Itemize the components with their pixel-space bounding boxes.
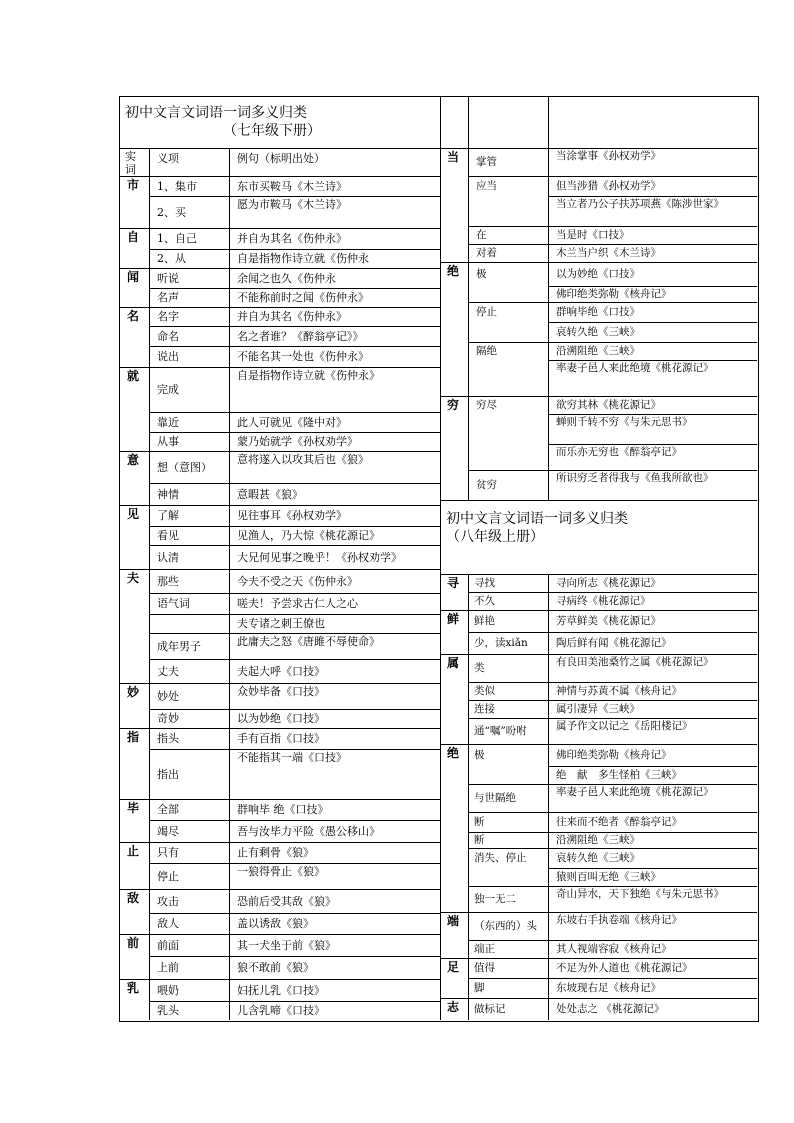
grid-line bbox=[440, 574, 757, 575]
row-char: 自 bbox=[127, 230, 140, 244]
header-meaning: 义项 bbox=[157, 152, 179, 165]
row-char: 妙 bbox=[127, 685, 140, 699]
grid-line bbox=[440, 610, 757, 611]
row-meaning: 说出 bbox=[157, 350, 179, 363]
grid-line bbox=[149, 863, 440, 864]
row-example: 而乐亦无穷也《醉翁亭记》 bbox=[556, 446, 682, 458]
row-example: 狼不敢前《狼》 bbox=[237, 961, 314, 974]
row-example: 寻向所志《桃花源记》 bbox=[556, 577, 661, 589]
row-example: 猿则百叫无绝《三峡》 bbox=[556, 871, 661, 883]
grid-line bbox=[149, 1001, 440, 1002]
grid-line bbox=[468, 574, 469, 1020]
row-meaning: 在 bbox=[476, 229, 487, 241]
row-example: 当涂掌事《孙权劝学》 bbox=[556, 150, 661, 162]
grid-line bbox=[468, 700, 757, 701]
row-char: 闻 bbox=[127, 270, 140, 284]
row-meaning: 通“嘱”吩咐 bbox=[474, 725, 527, 737]
section-subtitle: （八年级上册） bbox=[446, 529, 544, 545]
grid-line bbox=[149, 749, 440, 750]
row-meaning: 贫穷 bbox=[476, 479, 497, 491]
row-example: 止有剩骨《狼》 bbox=[237, 846, 314, 859]
grid-line bbox=[149, 633, 440, 634]
row-example: 属引凄异《三峡》 bbox=[556, 703, 640, 715]
row-example: 此人可就见《隆中对》 bbox=[237, 416, 347, 429]
grid-line bbox=[548, 96, 549, 500]
grid-line bbox=[468, 302, 757, 303]
row-example: 见往事耳《孙权劝学》 bbox=[237, 509, 347, 522]
row-meaning: 2、买 bbox=[157, 206, 186, 219]
row-meaning: 类 bbox=[474, 662, 485, 674]
row-example: 蒙乃始就学《孙权劝学》 bbox=[237, 435, 358, 448]
row-char: 见 bbox=[127, 507, 140, 521]
row-meaning: 听说 bbox=[157, 272, 179, 285]
grid-line bbox=[440, 744, 757, 745]
grid-line bbox=[548, 196, 757, 197]
row-char: 指 bbox=[127, 730, 140, 744]
grid-line bbox=[440, 262, 757, 263]
grid-line bbox=[149, 483, 440, 484]
grid-line bbox=[149, 593, 440, 594]
grid-line bbox=[440, 96, 441, 1020]
row-meaning: 想（意图） bbox=[157, 461, 212, 474]
row-meaning: 掌管 bbox=[476, 156, 497, 168]
row-meaning: 端正 bbox=[474, 943, 495, 955]
grid-line bbox=[548, 322, 757, 323]
grid-line bbox=[468, 812, 757, 813]
row-example: 此庸夫之怒《唐雎不辱使命》 bbox=[237, 635, 380, 648]
row-example: 意暇甚《狼》 bbox=[237, 488, 303, 501]
row-example: 木兰当户织《木兰诗》 bbox=[556, 247, 661, 259]
row-meaning: 消失、停止 bbox=[474, 852, 527, 864]
row-meaning: 2、从 bbox=[157, 252, 186, 265]
row-char: 穷 bbox=[447, 398, 460, 412]
row-char: 鲜 bbox=[447, 612, 460, 626]
row-char: 寻 bbox=[447, 576, 460, 590]
row-example: 率妻子邑人来此绝境《桃花源记》 bbox=[556, 786, 714, 798]
grid-line bbox=[119, 979, 440, 980]
row-char: 名 bbox=[127, 309, 140, 323]
row-char: 止 bbox=[127, 844, 140, 858]
row-meaning: 乳头 bbox=[157, 1004, 179, 1017]
row-example: 妇抚儿乳《口技》 bbox=[237, 984, 325, 997]
grid-line bbox=[548, 574, 549, 1020]
row-example: 佛印绝类弥勒《核舟记》 bbox=[556, 288, 672, 300]
grid-line bbox=[149, 614, 440, 615]
row-meaning: 极 bbox=[474, 749, 485, 761]
row-char: 足 bbox=[447, 960, 460, 974]
row-meaning: 不久 bbox=[474, 595, 495, 607]
grid-line bbox=[548, 360, 757, 361]
row-example: 众妙毕备《口技》 bbox=[237, 685, 325, 698]
row-example: 其人视端容寂《核舟记》 bbox=[556, 943, 672, 955]
row-example: 寻病终《桃花源记》 bbox=[556, 595, 651, 607]
row-char: 乳 bbox=[127, 981, 140, 995]
grid-line bbox=[440, 912, 757, 913]
grid-line bbox=[468, 940, 757, 941]
grid-line bbox=[119, 505, 440, 506]
grid-line bbox=[149, 196, 440, 197]
row-meaning: 独一无二 bbox=[474, 893, 516, 905]
grid-line bbox=[468, 886, 757, 887]
row-meaning: 对着 bbox=[476, 247, 497, 259]
grid-line bbox=[468, 592, 757, 593]
header-char: 实词 bbox=[125, 150, 136, 176]
row-example: 愿为市鞍马《木兰诗》 bbox=[237, 198, 347, 211]
row-meaning: 了解 bbox=[157, 509, 179, 522]
row-meaning: 喂奶 bbox=[157, 984, 179, 997]
grid-line bbox=[468, 244, 757, 245]
row-example: 当是时《口技》 bbox=[556, 229, 630, 241]
row-example: 率妻子邑人来此绝境《桃花源记》 bbox=[556, 362, 714, 374]
grid-line bbox=[149, 659, 440, 660]
row-meaning: （东西的）头 bbox=[474, 920, 537, 932]
row-meaning: 竭尽 bbox=[157, 825, 179, 838]
grid-line bbox=[440, 396, 757, 397]
row-example: 东市买鞍马《木兰诗》 bbox=[237, 180, 347, 193]
row-example: 所识穷乏者得我与《鱼我所欲也》 bbox=[556, 472, 714, 484]
row-example: 以为妙绝《口技》 bbox=[237, 712, 325, 725]
row-meaning: 连接 bbox=[474, 703, 495, 715]
header-example: 例句（标明出处） bbox=[237, 152, 325, 165]
row-meaning: 靠近 bbox=[157, 416, 179, 429]
row-example: 绝 献 多生怪柏《三峡》 bbox=[556, 769, 682, 781]
row-meaning: 极 bbox=[476, 268, 487, 280]
row-example: 以为妙绝《口技》 bbox=[556, 268, 640, 280]
row-example: 处处志之 《桃花源记》 bbox=[556, 1003, 665, 1015]
row-meaning: 看见 bbox=[157, 529, 179, 542]
row-char: 意 bbox=[127, 453, 140, 467]
grid-line bbox=[468, 848, 757, 849]
row-example: 自是指物作诗立就《伤仲永》 bbox=[237, 369, 380, 382]
row-meaning: 成年男子 bbox=[157, 640, 201, 653]
grid-line bbox=[119, 307, 440, 308]
document-page bbox=[119, 96, 759, 1022]
row-char: 就 bbox=[127, 369, 140, 383]
row-example: 盖以诱敌《狼》 bbox=[237, 917, 314, 930]
row-meaning: 指头 bbox=[157, 732, 179, 745]
row-char: 绝 bbox=[447, 746, 460, 760]
row-example: 并自为其名《伤仲永》 bbox=[237, 232, 347, 245]
row-char: 夫 bbox=[127, 571, 140, 585]
row-example: 哀转久绝《三峡》 bbox=[556, 326, 640, 338]
row-meaning: 指出 bbox=[157, 768, 179, 781]
row-example: 神情与苏黄不属《核舟记》 bbox=[556, 685, 682, 697]
row-char: 毕 bbox=[127, 801, 140, 815]
row-example: 一狼得骨止《狼》 bbox=[237, 865, 325, 878]
row-example: 吾与汝毕力平险《愚公移山》 bbox=[237, 825, 380, 838]
row-example: 今夫不受之天《伤仲永》 bbox=[237, 575, 358, 588]
row-example: 其一犬坐于前《狼》 bbox=[237, 939, 336, 952]
row-meaning: 隔绝 bbox=[476, 345, 497, 357]
row-example: 群响毕绝《口技》 bbox=[556, 306, 640, 318]
row-meaning: 少，读xiǎn bbox=[474, 637, 528, 649]
row-meaning: 鲜艳 bbox=[474, 615, 495, 627]
grid-line bbox=[119, 451, 440, 452]
row-meaning: 前面 bbox=[157, 939, 179, 952]
grid-line bbox=[468, 978, 757, 979]
row-meaning: 停止 bbox=[476, 306, 497, 318]
row-meaning: 语气词 bbox=[157, 597, 190, 610]
row-example: 儿含乳啼《口技》 bbox=[237, 1004, 325, 1017]
row-char: 当 bbox=[447, 150, 460, 164]
row-meaning: 停止 bbox=[157, 870, 179, 883]
row-meaning: 断 bbox=[474, 816, 485, 828]
grid-line bbox=[119, 228, 440, 229]
grid-line bbox=[440, 998, 757, 999]
grid-line bbox=[119, 683, 440, 684]
grid-line bbox=[119, 842, 440, 843]
grid-line bbox=[468, 682, 757, 683]
row-meaning: 穷尽 bbox=[476, 399, 497, 411]
row-example: 不能称前时之闻《伤仲永》 bbox=[237, 291, 369, 304]
row-example: 陶后鲜有闻《桃花源记》 bbox=[556, 637, 672, 649]
row-example: 有良田美池桑竹之属《桃花源记》 bbox=[556, 656, 714, 668]
grid-line bbox=[149, 956, 440, 957]
row-example: 沿溯阻绝《三峡》 bbox=[556, 834, 640, 846]
row-example: 当立者乃公子扶苏项燕《陈涉世家》 bbox=[556, 198, 724, 210]
grid-line bbox=[119, 799, 440, 800]
row-example: 不能名其一处也《伤仲永》 bbox=[237, 350, 369, 363]
grid-line bbox=[440, 958, 757, 959]
row-meaning: 命名 bbox=[157, 330, 179, 343]
row-meaning: 脚 bbox=[474, 982, 485, 994]
row-meaning: 与世隔绝 bbox=[474, 792, 516, 804]
row-example: 余闻之也久《伤仲永 bbox=[237, 272, 336, 285]
grid-line bbox=[548, 444, 757, 445]
grid-line bbox=[468, 176, 757, 177]
row-example: 并自为其名《伤仲永》 bbox=[237, 310, 347, 323]
row-example: 恐前后受其敌《狼》 bbox=[237, 895, 336, 908]
row-meaning: 完成 bbox=[157, 383, 179, 396]
row-meaning: 从事 bbox=[157, 435, 179, 448]
grid-line bbox=[149, 249, 440, 250]
row-meaning: 那些 bbox=[157, 575, 179, 588]
row-example: 但当涉猎《孙权劝学》 bbox=[556, 180, 661, 192]
grid-line bbox=[149, 545, 440, 546]
row-char: 市 bbox=[127, 178, 140, 192]
page-title: 初中文言文词语一词多义归类 bbox=[125, 105, 307, 121]
row-meaning: 丈夫 bbox=[157, 665, 179, 678]
row-meaning: 奇妙 bbox=[157, 712, 179, 725]
row-example: 见渔人，乃大惊《桃花源记》 bbox=[237, 529, 380, 542]
row-char: 绝 bbox=[447, 264, 460, 278]
row-meaning: 神情 bbox=[157, 488, 179, 501]
grid-line bbox=[149, 913, 440, 914]
row-example: 东坡右手执卷端《核舟记》 bbox=[556, 914, 682, 926]
grid-line bbox=[440, 148, 757, 149]
row-meaning: 1、集市 bbox=[157, 180, 197, 193]
row-char: 端 bbox=[447, 914, 460, 928]
grid-line bbox=[119, 934, 440, 935]
row-meaning: 全部 bbox=[157, 803, 179, 816]
grid-line bbox=[468, 718, 757, 719]
grid-line bbox=[468, 342, 757, 343]
row-meaning: 只有 bbox=[157, 846, 179, 859]
grid-line bbox=[468, 470, 757, 471]
grid-line bbox=[468, 784, 757, 785]
row-meaning: 断 bbox=[474, 834, 485, 846]
row-char: 前 bbox=[127, 936, 140, 950]
row-meaning: 寻找 bbox=[474, 577, 495, 589]
grid-line bbox=[440, 654, 757, 655]
row-example: 嗟夫！予尝求古仁人之心 bbox=[237, 597, 358, 610]
grid-line bbox=[468, 96, 469, 500]
page-subtitle: （七年级下册） bbox=[223, 123, 321, 139]
row-example: 哀转久绝《三峡》 bbox=[556, 852, 640, 864]
row-example: 不能指其一端《口技》 bbox=[237, 751, 347, 764]
row-meaning: 1、自己 bbox=[157, 232, 197, 245]
grid-line bbox=[468, 632, 757, 633]
row-example: 蝉则千转不穷《与朱元思书》 bbox=[556, 416, 693, 428]
row-example: 奇山异水，天下独绝《与朱元思书》 bbox=[556, 888, 724, 900]
row-example: 自是指物作诗立就《伤仲永 bbox=[237, 252, 369, 265]
row-char: 敌 bbox=[127, 891, 140, 905]
grid-line bbox=[119, 889, 440, 890]
row-meaning: 名字 bbox=[157, 310, 179, 323]
row-example: 沿溯阻绝《三峡》 bbox=[556, 345, 640, 357]
grid-line bbox=[149, 526, 440, 527]
row-example: 夫起大呼《口技》 bbox=[237, 665, 325, 678]
row-meaning: 应当 bbox=[476, 180, 497, 192]
row-meaning: 攻击 bbox=[157, 895, 179, 908]
grid-line bbox=[548, 868, 757, 869]
grid-line bbox=[119, 176, 440, 177]
grid-line bbox=[149, 820, 440, 821]
grid-line bbox=[149, 346, 440, 347]
row-meaning: 敌人 bbox=[157, 917, 179, 930]
row-example: 欲穷其林《桃花源记》 bbox=[556, 399, 661, 411]
grid-line bbox=[440, 500, 757, 501]
row-example: 往来而不绝者《醉翁亭记》 bbox=[556, 816, 682, 828]
row-example: 佛印绝类弥勒《核舟记》 bbox=[556, 749, 672, 761]
row-example: 手有百指《口技》 bbox=[237, 732, 325, 745]
row-example: 芳草鲜美《桃花源记》 bbox=[556, 615, 661, 627]
row-example: 大兄何见事之晚乎！《孙权劝学》 bbox=[237, 551, 402, 564]
grid-line bbox=[149, 709, 440, 710]
grid-line bbox=[149, 432, 440, 433]
grid-line bbox=[149, 288, 440, 289]
row-example: 东坡现右足《核舟记》 bbox=[556, 982, 661, 994]
row-meaning: 上前 bbox=[157, 961, 179, 974]
row-example: 不足为外人道也《桃花源记》 bbox=[556, 962, 693, 974]
row-meaning: 做标记 bbox=[474, 1003, 506, 1015]
grid-line bbox=[119, 367, 440, 368]
row-example: 夫专诸之刺王僚也 bbox=[237, 617, 325, 630]
row-char: 属 bbox=[447, 656, 460, 670]
row-meaning: 类似 bbox=[474, 685, 495, 697]
row-example: 群响毕 绝《口技》 bbox=[237, 803, 329, 816]
row-example: 属予作文以记之《岳阳楼记》 bbox=[556, 720, 693, 732]
grid-line bbox=[149, 412, 440, 413]
row-example: 意将遂入以攻其后也《狼》 bbox=[237, 453, 369, 466]
grid-line bbox=[119, 268, 440, 269]
grid-line bbox=[548, 766, 757, 767]
grid-line bbox=[468, 832, 757, 833]
grid-line bbox=[149, 326, 440, 327]
row-meaning: 妙处 bbox=[157, 690, 179, 703]
grid-line bbox=[119, 569, 440, 570]
section-title: 初中文言文词语一词多义归类 bbox=[446, 511, 628, 527]
row-meaning: 认清 bbox=[157, 551, 179, 564]
row-meaning: 值得 bbox=[474, 962, 495, 974]
grid-line bbox=[119, 148, 440, 149]
row-example: 名之者谁？《醉翁亭记》》 bbox=[237, 330, 364, 343]
grid-line bbox=[548, 414, 757, 415]
grid-line bbox=[468, 226, 757, 227]
grid-line bbox=[548, 286, 757, 287]
row-char: 志 bbox=[447, 1000, 460, 1014]
grid-line bbox=[119, 728, 440, 729]
row-meaning: 名声 bbox=[157, 291, 179, 304]
